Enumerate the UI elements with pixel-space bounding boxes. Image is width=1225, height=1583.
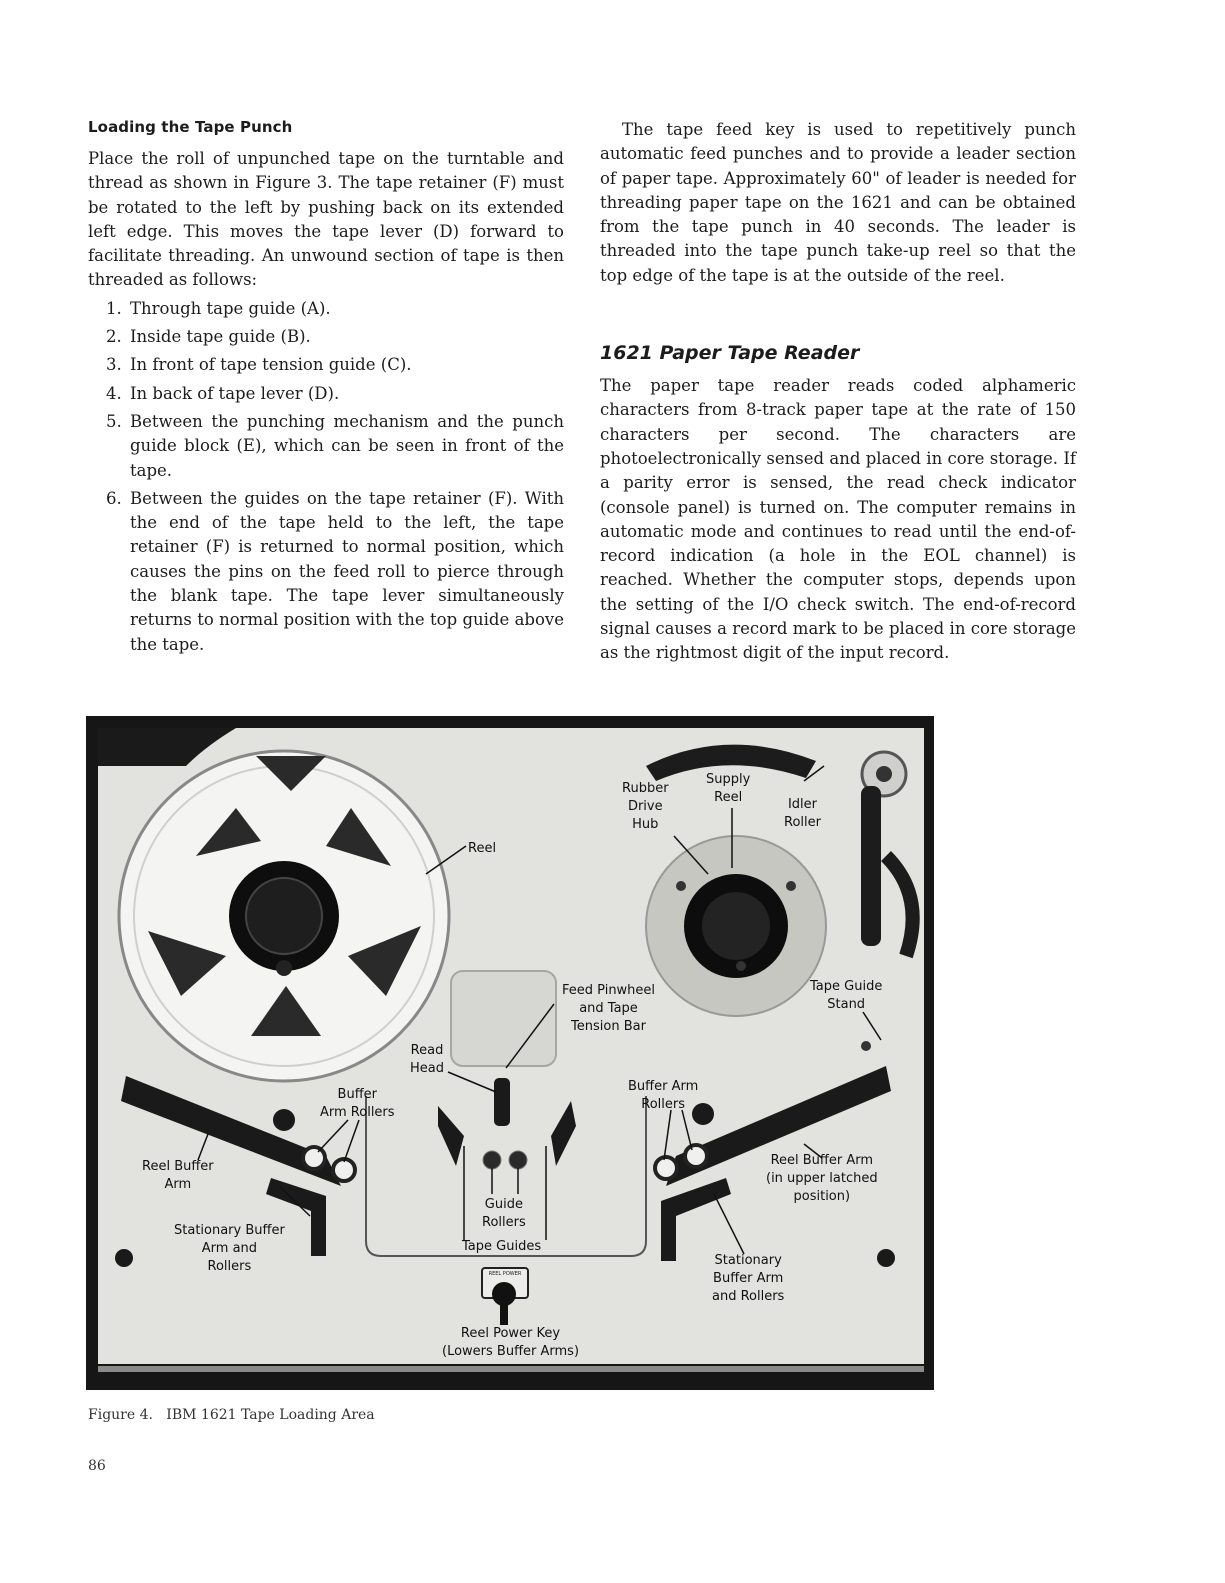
label-rubber-drive-hub: Rubber Drive Hub xyxy=(622,781,669,832)
panel-bottom-edge xyxy=(98,1366,924,1372)
label-supply-reel: Supply Reel xyxy=(706,772,751,805)
list-item: 3. In front of tape tension guide (C). xyxy=(106,355,412,375)
list-item: 2. Inside tape guide (B). xyxy=(106,327,311,347)
label-tape-guide-stand: Tape Guide Stand xyxy=(810,979,883,1012)
figure-caption: Figure 4. IBM 1621 Tape Loading Area xyxy=(88,1407,375,1423)
paper-tape-reader-paragraph: The paper tape reader reads coded alphameric characters from 8-track paper tape at the rate of 150 characters per second. The characters are photoelectronically sensed and placed in core storage. If a parity error is sensed, the read check indicator (console panel) is turned on. The computer remains in automatic mode and continues to read until the end-of-record indication (a hole in the EOL channel) is reached. Whether the computer stops, depends upon the setting of the I/O check switch. The end-of-record signal causes a record mark to be placed in core storage as the rightmost digit of the input record. xyxy=(600,376,1076,663)
reel-graphic xyxy=(119,751,449,1081)
label-reel-buffer-arm-right: Reel Buffer Arm (in upper latched position) xyxy=(766,1153,878,1204)
section-heading-paper-tape-reader: 1621 Paper Tape Reader xyxy=(600,342,860,365)
label-idler-roller: Idler Roller xyxy=(784,797,821,830)
label-reel: Reel xyxy=(468,841,497,856)
label-guide-rollers: Guide Rollers xyxy=(482,1197,526,1230)
label-stationary-buffer-right: Stationary Buffer Arm and Rollers xyxy=(712,1253,785,1304)
list-item: 4. In back of tape lever (D). xyxy=(106,383,340,403)
left-column xyxy=(88,118,564,661)
list-item: 1. Through tape guide (A). xyxy=(106,298,331,318)
threading-steps-list xyxy=(88,297,564,657)
label-reel-buffer-arm-left: Reel Buffer Arm xyxy=(142,1159,214,1192)
right-column xyxy=(600,118,1076,666)
label-feed-pinwheel: Feed Pinwheel and Tape Tension Bar xyxy=(562,983,656,1034)
label-read-head: Read Head xyxy=(410,1043,444,1076)
page-number: 86 xyxy=(88,1458,106,1474)
list-item: 5. Between the punching mechanism and the punch guide block (E), which can be seen in front of the tape. xyxy=(106,411,564,480)
tape-feed-key-paragraph: The tape feed key is used to repetitively punch automatic feed punches and to provide a leader section of paper tape. Approximately 60" of leader is needed for threading paper tape on the 1621 and can be obtained from the tape punch in 40 seconds. The leader is threaded into the tape punch take-up reel so that the top edge of the tape is at the outside of the reel. xyxy=(600,120,1076,285)
label-stationary-buffer-left: Stationary Buffer Arm and Rollers xyxy=(174,1223,285,1274)
label-buffer-arm-rollers-left: Buffer Arm Rollers xyxy=(320,1087,395,1120)
label-tape-guides: Tape Guides xyxy=(462,1239,542,1254)
intro-paragraph: Place the roll of unpunched tape on the turntable and thread as shown in Figure 3. The tape retainer (F) must be rotated to the left by pushing back on its extended left edge. This moves the tape lever (D) forward to facilitate threading. An unwound section of tape is then threaded as follows: xyxy=(88,149,564,290)
figure-tape-loading-area xyxy=(86,716,934,1390)
svg-text:REEL POWER: REEL POWER xyxy=(488,1271,522,1277)
label-buffer-arm-rollers-right: Buffer Arm Rollers xyxy=(628,1079,699,1112)
section-heading-tape-punch: Loading the Tape Punch xyxy=(88,118,293,136)
label-reel-power-key: Reel Power Key (Lowers Buffer Arms) xyxy=(442,1326,580,1359)
list-item: 6. Between the guides on the tape retainer (F). With the end of the tape held to the left, the tape retainer (F) is returned to normal position, which causes the pins on the feed roll to pierce through the blank tape. The tape lever simultaneously returns to normal position with the top guide above the tape. xyxy=(106,488,564,654)
